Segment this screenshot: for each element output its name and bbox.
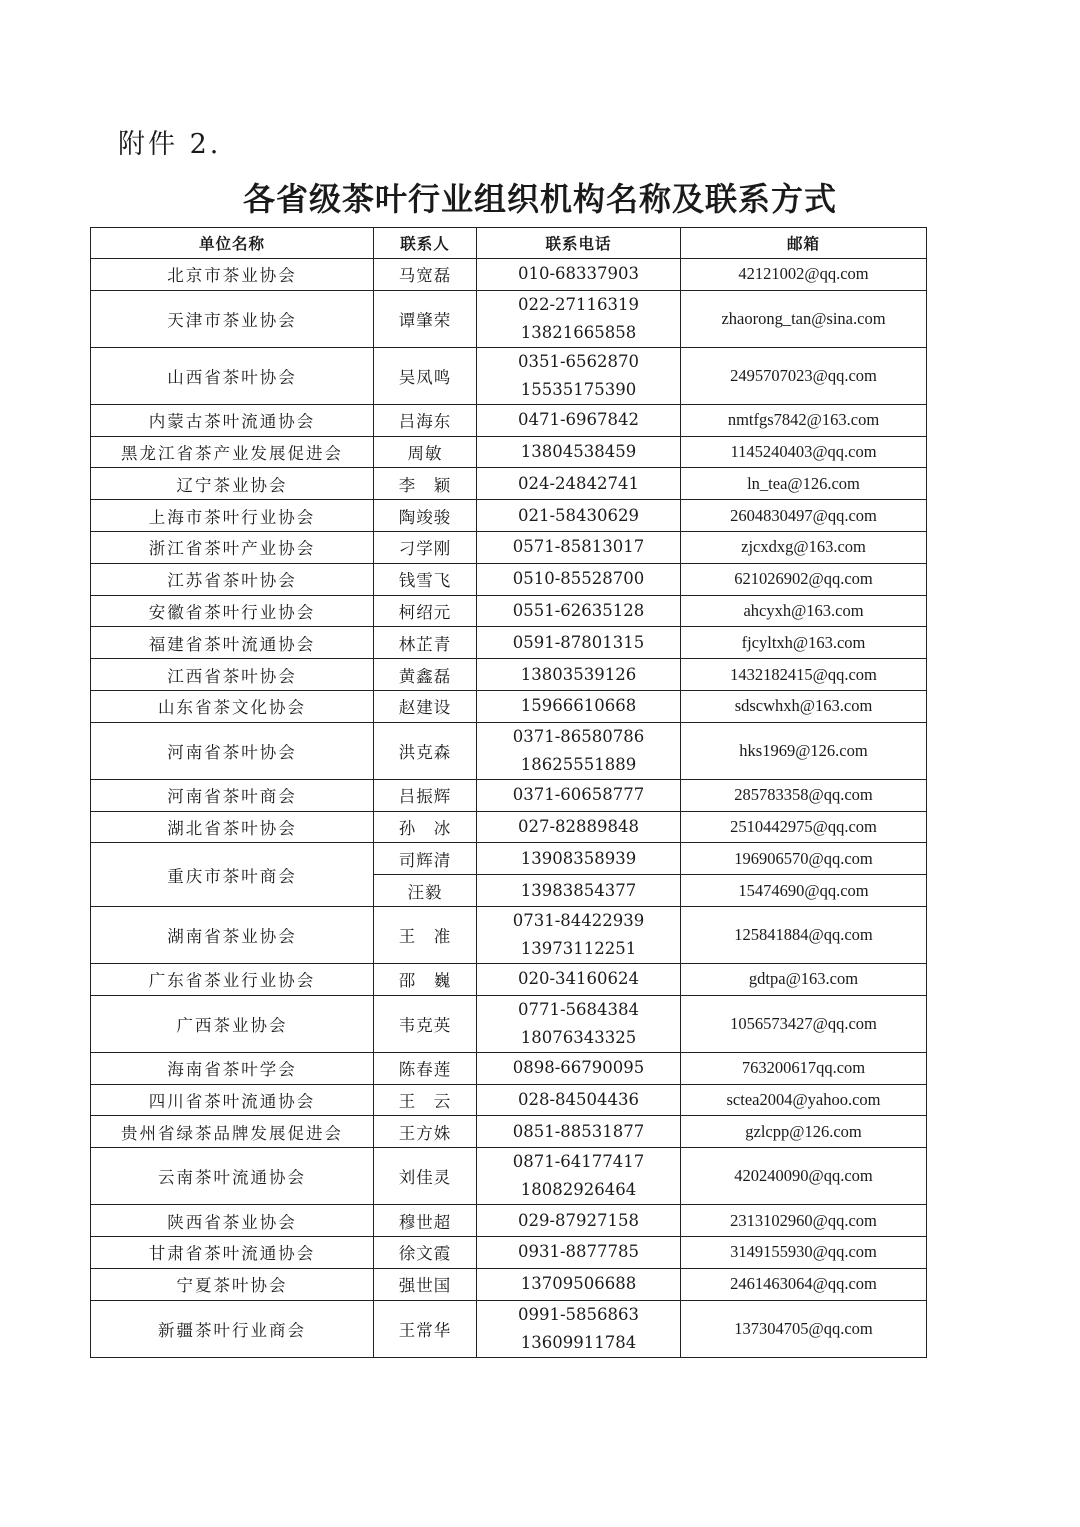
contact-person-cell: 马宽磊 (374, 259, 477, 291)
contact-person-cell: 汪毅 (374, 875, 477, 907)
phone-number: 0771-5684384 (517, 999, 640, 1019)
org-name-cell: 河南省茶叶协会 (91, 722, 374, 779)
header-person: 联系人 (374, 228, 477, 259)
org-name-cell: 黑龙江省茶产业发展促进会 (91, 436, 374, 468)
org-name-cell: 天津市茶业协会 (91, 290, 374, 347)
contact-person-cell: 陶竣骏 (374, 500, 477, 532)
phone-number: 0351-6562870 (517, 351, 640, 371)
table-row (91, 290, 927, 347)
email-cell: 196906570@qq.com (681, 843, 927, 875)
phone-number: 18076343325 (520, 1027, 637, 1047)
phone-number: 0871-64177417 (512, 1152, 645, 1172)
phone-number: 010-68337903 (517, 264, 640, 284)
contact-person-cell: 王方姝 (374, 1116, 477, 1148)
email-cell: sdscwhxh@163.com (681, 690, 927, 722)
org-name-cell: 甘肃省茶叶流通协会 (91, 1236, 374, 1268)
phone-number: 029-87927158 (517, 1210, 640, 1230)
phone-cell (477, 1084, 681, 1116)
phone-cell (477, 995, 681, 1052)
phone-number: 0571-85813017 (512, 537, 645, 557)
contact-person-cell: 柯绍元 (374, 595, 477, 627)
contact-person-cell: 王 云 (374, 1084, 477, 1116)
table-row (91, 906, 927, 963)
email-cell: hks1969@126.com (681, 722, 927, 779)
contact-person-cell: 邵 巍 (374, 963, 477, 995)
phone-cell (477, 1052, 681, 1084)
phone-cell (477, 290, 681, 347)
phone-cell (477, 659, 681, 691)
email-cell: gzlcpp@126.com (681, 1116, 927, 1148)
phone-number: 027-82889848 (517, 816, 640, 836)
phone-number: 0371-60658777 (512, 785, 645, 805)
contact-person-cell: 吴凤鸣 (374, 347, 477, 404)
phone-number: 0471-6967842 (517, 410, 640, 430)
phone-cell (477, 563, 681, 595)
table-row (91, 595, 927, 627)
email-cell: ln_tea@126.com (681, 468, 927, 500)
email-cell: fjcyltxh@163.com (681, 627, 927, 659)
table-row (91, 659, 927, 691)
contact-person-cell: 黄鑫磊 (374, 659, 477, 691)
table-row (91, 995, 927, 1052)
phone-cell (477, 531, 681, 563)
contact-person-cell: 洪克森 (374, 722, 477, 779)
table-row (91, 811, 927, 843)
email-cell: nmtfgs7842@163.com (681, 404, 927, 436)
email-cell: 1145240403@qq.com (681, 436, 927, 468)
page-title: 各省级茶叶行业组织机构名称及联系方式 (242, 180, 837, 218)
phone-number: 022-27116319 (517, 294, 640, 314)
email-cell: zhaorong_tan@sina.com (681, 290, 927, 347)
phone-cell (477, 347, 681, 404)
contact-person-cell: 谭肇荣 (374, 290, 477, 347)
table-row (91, 563, 927, 595)
contact-person-cell: 穆世超 (374, 1205, 477, 1237)
email-cell: 420240090@qq.com (681, 1148, 927, 1205)
phone-number: 18082926464 (520, 1180, 637, 1200)
org-name-cell: 山东省茶文化协会 (91, 690, 374, 722)
phone-number: 0591-87801315 (512, 632, 645, 652)
org-name-cell: 重庆市茶叶商会 (91, 843, 374, 907)
table-row (91, 1205, 927, 1237)
phone-number: 15966610668 (520, 696, 637, 716)
contact-person-cell: 王 准 (374, 906, 477, 963)
org-name-cell: 福建省茶叶流通协会 (91, 627, 374, 659)
header-email: 邮箱 (681, 228, 927, 259)
email-cell: zjcxdxg@163.com (681, 531, 927, 563)
phone-cell (477, 500, 681, 532)
email-cell: 2495707023@qq.com (681, 347, 927, 404)
phone-cell (477, 436, 681, 468)
email-cell: 1432182415@qq.com (681, 659, 927, 691)
phone-cell (477, 1300, 681, 1357)
phone-cell (477, 1205, 681, 1237)
table-row (91, 500, 927, 532)
table-row (91, 404, 927, 436)
table-row (91, 1300, 927, 1357)
org-name-cell: 新疆茶叶行业商会 (91, 1300, 374, 1357)
phone-number: 0371-86580786 (512, 726, 645, 746)
phone-number: 0510-85528700 (512, 569, 645, 589)
phone-cell (477, 1148, 681, 1205)
contact-table (90, 227, 927, 1358)
table-row (91, 779, 927, 811)
phone-number: 028-84504436 (517, 1089, 640, 1109)
phone-number: 13803539126 (520, 664, 637, 684)
email-cell: 763200617qq.com (681, 1052, 927, 1084)
email-cell: 125841884@qq.com (681, 906, 927, 963)
phone-cell (477, 1116, 681, 1148)
contact-person-cell: 司辉清 (374, 843, 477, 875)
header-org: 单位名称 (91, 228, 374, 259)
org-name-cell: 江苏省茶叶协会 (91, 563, 374, 595)
phone-cell (477, 690, 681, 722)
phone-cell (477, 906, 681, 963)
contact-person-cell: 林芷青 (374, 627, 477, 659)
email-cell: 2510442975@qq.com (681, 811, 927, 843)
table-row (91, 1268, 927, 1300)
email-cell: gdtpa@163.com (681, 963, 927, 995)
phone-cell (477, 779, 681, 811)
org-name-cell: 山西省茶叶协会 (91, 347, 374, 404)
email-cell: 2313102960@qq.com (681, 1205, 927, 1237)
org-name-cell: 海南省茶叶学会 (91, 1052, 374, 1084)
org-name-cell: 河南省茶叶商会 (91, 779, 374, 811)
phone-cell (477, 404, 681, 436)
email-cell: sctea2004@yahoo.com (681, 1084, 927, 1116)
phone-number: 0851-88531877 (512, 1121, 645, 1141)
email-cell: 42121002@qq.com (681, 259, 927, 291)
phone-cell (477, 1236, 681, 1268)
phone-cell (477, 1268, 681, 1300)
contact-person-cell: 刁学刚 (374, 531, 477, 563)
contact-person-cell: 陈春莲 (374, 1052, 477, 1084)
phone-cell (477, 811, 681, 843)
contact-person-cell: 刘佳灵 (374, 1148, 477, 1205)
table-row (91, 843, 927, 875)
table-header-row (91, 228, 927, 259)
phone-cell: 13983854377 (477, 875, 681, 907)
email-cell: 621026902@qq.com (681, 563, 927, 595)
table-row (91, 347, 927, 404)
phone-number: 0898-66790095 (512, 1058, 645, 1078)
phone-cell (477, 595, 681, 627)
phone-cell (477, 627, 681, 659)
org-name-cell: 湖北省茶叶协会 (91, 811, 374, 843)
phone-number: 13821665858 (520, 322, 637, 342)
phone-number: 021-58430629 (517, 505, 640, 525)
org-name-cell: 四川省茶叶流通协会 (91, 1084, 374, 1116)
table-row (91, 1052, 927, 1084)
table-row (91, 531, 927, 563)
contact-person-cell: 徐文霞 (374, 1236, 477, 1268)
contact-person-cell: 王常华 (374, 1300, 477, 1357)
email-cell: ahcyxh@163.com (681, 595, 927, 627)
phone-number: 18625551889 (520, 754, 637, 774)
phone-number: 0551-62635128 (512, 600, 645, 620)
org-name-cell: 浙江省茶叶产业协会 (91, 531, 374, 563)
phone-number: 15535175390 (520, 379, 637, 399)
table-row (91, 1236, 927, 1268)
table-row (91, 436, 927, 468)
attachment-label: 附件 2. (118, 129, 222, 160)
contact-person-cell: 吕海东 (374, 404, 477, 436)
phone-number: 13804538459 (520, 441, 637, 461)
table-row (91, 259, 927, 291)
email-cell: 137304705@qq.com (681, 1300, 927, 1357)
table-row (91, 1148, 927, 1205)
phone-number: 13973112251 (520, 938, 637, 958)
email-cell: 1056573427@qq.com (681, 995, 927, 1052)
contact-person-cell: 赵建设 (374, 690, 477, 722)
org-name-cell: 贵州省绿茶品牌发展促进会 (91, 1116, 374, 1148)
header-phone: 联系电话 (477, 228, 681, 259)
email-cell: 3149155930@qq.com (681, 1236, 927, 1268)
contact-person-cell: 钱雪飞 (374, 563, 477, 595)
org-name-cell: 安徽省茶叶行业协会 (91, 595, 374, 627)
table-row (91, 722, 927, 779)
org-name-cell: 内蒙古茶叶流通协会 (91, 404, 374, 436)
contact-person-cell: 强世国 (374, 1268, 477, 1300)
phone-cell (477, 259, 681, 291)
org-name-cell: 广西茶业协会 (91, 995, 374, 1052)
contact-person-cell: 周敏 (374, 436, 477, 468)
org-name-cell: 湖南省茶业协会 (91, 906, 374, 963)
phone-number: 0931-8877785 (517, 1242, 640, 1262)
phone-number: 020-34160624 (517, 969, 640, 989)
email-cell: 2604830497@qq.com (681, 500, 927, 532)
email-cell: 2461463064@qq.com (681, 1268, 927, 1300)
phone-number: 0991-5856863 (517, 1304, 640, 1324)
table-row (91, 468, 927, 500)
phone-cell (477, 963, 681, 995)
org-name-cell: 北京市茶业协会 (91, 259, 374, 291)
org-name-cell: 江西省茶叶协会 (91, 659, 374, 691)
table-row (91, 963, 927, 995)
phone-number: 0731-84422939 (512, 910, 645, 930)
table-row (91, 627, 927, 659)
phone-number: 13709506688 (520, 1274, 637, 1294)
phone-cell (477, 468, 681, 500)
email-cell: 15474690@qq.com (681, 875, 927, 907)
contact-person-cell: 李 颖 (374, 468, 477, 500)
phone-number: 024-24842741 (517, 473, 640, 493)
phone-cell (477, 722, 681, 779)
org-name-cell: 广东省茶业行业协会 (91, 963, 374, 995)
email-cell: 285783358@qq.com (681, 779, 927, 811)
org-name-cell: 云南茶叶流通协会 (91, 1148, 374, 1205)
org-name-cell: 陕西省茶业协会 (91, 1205, 374, 1237)
table-row (91, 1084, 927, 1116)
org-name-cell: 上海市茶叶行业协会 (91, 500, 374, 532)
contact-person-cell: 吕振辉 (374, 779, 477, 811)
contact-person-cell: 韦克英 (374, 995, 477, 1052)
phone-number: 13609911784 (520, 1332, 637, 1352)
org-name-cell: 辽宁茶业协会 (91, 468, 374, 500)
table-row (91, 1116, 927, 1148)
org-name-cell: 宁夏茶叶协会 (91, 1268, 374, 1300)
phone-cell: 13908358939 (477, 843, 681, 875)
contact-person-cell: 孙 冰 (374, 811, 477, 843)
table-row (91, 690, 927, 722)
